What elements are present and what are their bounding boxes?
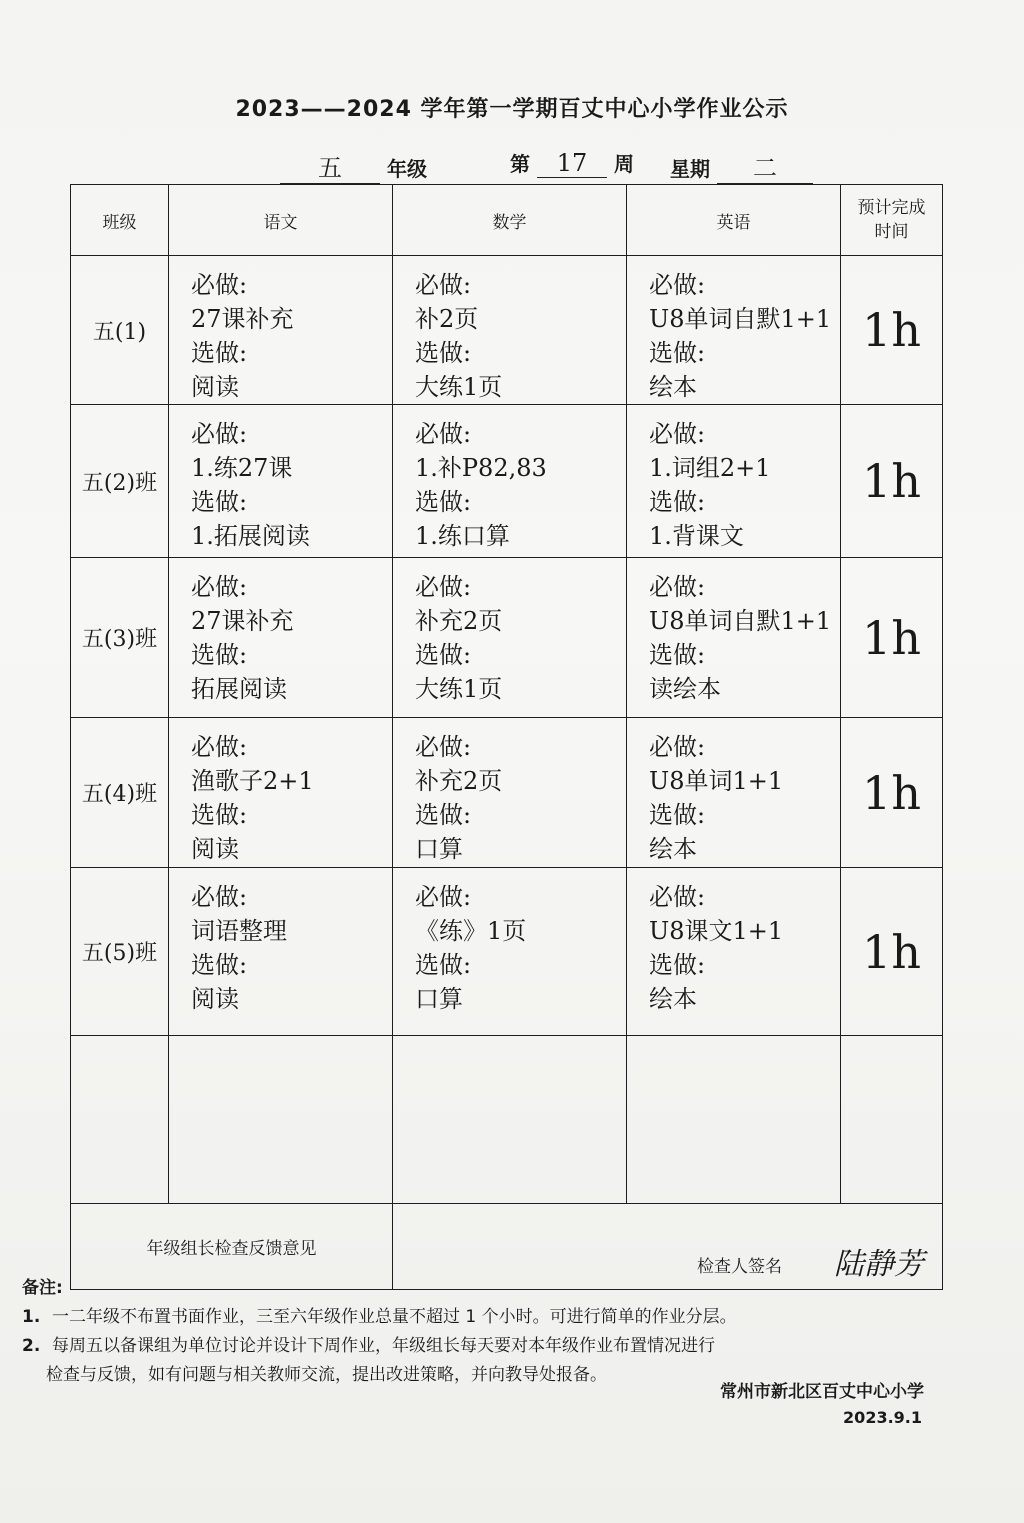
- note-text: 一二年级不布置书面作业，三至六年级作业总量不超过 1 个小时。可进行简单的作业分层。: [52, 1307, 737, 1327]
- optional-task: 阅读: [191, 373, 239, 401]
- optional-label: 选做:: [191, 801, 248, 829]
- chinese-cell: [169, 718, 393, 868]
- header-english: 英语: [627, 185, 841, 256]
- time-cell: 1h: [841, 405, 943, 558]
- time-cell: 1h: [841, 558, 943, 718]
- required-label: 必做:: [649, 271, 706, 299]
- optional-label: 选做:: [649, 641, 706, 669]
- optional-task: 口算: [415, 985, 463, 1013]
- note-text: 每周五以备课组为单位讨论并设计下周作业，年级组长每天要对本年级作业布置情况进行: [52, 1336, 715, 1356]
- math-cell: [393, 405, 627, 558]
- table-row: [71, 405, 943, 558]
- required-label: 必做:: [415, 420, 472, 448]
- weekday-value: 二: [717, 148, 813, 184]
- header-time: 预计完成时间: [841, 185, 943, 256]
- class-cell: 五(4)班: [71, 718, 169, 868]
- class-cell: 五(1): [71, 256, 169, 405]
- optional-label: 选做:: [191, 339, 248, 367]
- optional-task: 拓展阅读: [191, 675, 287, 703]
- page-title: 2023——2024 学年第一学期百丈中心小学作业公示: [235, 97, 789, 122]
- empty-cell: [393, 1036, 627, 1204]
- table-row: [71, 718, 943, 868]
- header-math: 数学: [393, 185, 627, 256]
- feedback-label: 年级组长检查反馈意见: [71, 1204, 393, 1290]
- note-item: [22, 1303, 1002, 1332]
- time-cell: 1h: [841, 718, 943, 868]
- optional-task: 1.练口算: [415, 522, 510, 550]
- table-row: [71, 558, 943, 718]
- math-cell: [393, 718, 627, 868]
- notes-heading: 备注:: [22, 1278, 63, 1298]
- math-cell: [393, 558, 627, 718]
- required-task: 补2页: [415, 305, 479, 333]
- optional-label: 选做:: [649, 488, 706, 516]
- required-label: 必做:: [649, 733, 706, 761]
- required-task: 《练》1页: [415, 917, 527, 945]
- subtitle-line: [280, 148, 840, 188]
- optional-task: 读绘本: [649, 675, 721, 703]
- required-label: 必做:: [649, 883, 706, 911]
- optional-task: 绘本: [649, 985, 697, 1013]
- chinese-cell: [169, 405, 393, 558]
- optional-label: 选做:: [649, 339, 706, 367]
- math-cell: [393, 868, 627, 1036]
- math-cell: [393, 256, 627, 405]
- optional-label: 选做:: [649, 951, 706, 979]
- empty-cell: [841, 1036, 943, 1204]
- optional-task: 阅读: [191, 835, 239, 863]
- empty-cell: [627, 1036, 841, 1204]
- week-suffix: 周: [613, 152, 634, 176]
- required-task: 渔歌子2+1: [191, 767, 314, 795]
- note-continuation: 检查与反馈，如有问题与相关教师交流，提出改进策略，并向教导处报备。: [46, 1365, 607, 1385]
- homework-table: [70, 184, 943, 1290]
- optional-label: 选做:: [191, 641, 248, 669]
- note-number: 1.: [22, 1307, 41, 1327]
- class-cell: 五(5)班: [71, 868, 169, 1036]
- chinese-cell: [169, 558, 393, 718]
- grade-value: 五: [280, 148, 380, 184]
- required-task: U8单词自默1+1: [649, 607, 832, 635]
- required-task: 27课补充: [191, 305, 294, 333]
- english-cell: [627, 256, 841, 405]
- required-label: 必做:: [415, 573, 472, 601]
- week-value: 17: [537, 149, 607, 178]
- optional-task: 阅读: [191, 985, 239, 1013]
- signature: 陆静芳: [834, 1247, 924, 1282]
- grade-label: 年级: [386, 157, 427, 181]
- english-cell: [627, 405, 841, 558]
- required-label: 必做:: [191, 733, 248, 761]
- chinese-cell: [169, 256, 393, 405]
- required-task: 1.练27课: [191, 454, 293, 482]
- empty-row: [71, 1036, 943, 1204]
- signer-label: 检查人签名: [697, 1257, 782, 1277]
- optional-label: 选做:: [415, 951, 472, 979]
- weekday-label: 星期: [670, 157, 710, 181]
- required-label: 必做:: [191, 420, 248, 448]
- optional-label: 选做:: [649, 801, 706, 829]
- header-class: 班级: [71, 185, 169, 256]
- header-chinese: 语文: [169, 185, 393, 256]
- optional-task: 大练1页: [415, 675, 503, 703]
- note-number: 2.: [22, 1336, 41, 1356]
- optional-label: 选做:: [415, 641, 472, 669]
- required-task: U8课文1+1: [649, 917, 784, 945]
- table-row: [71, 256, 943, 405]
- required-label: 必做:: [649, 573, 706, 601]
- required-label: 必做:: [191, 883, 248, 911]
- notes-section: [22, 1274, 1002, 1390]
- time-cell: 1h: [841, 868, 943, 1036]
- optional-label: 选做:: [415, 801, 472, 829]
- required-task: 补充2页: [415, 607, 503, 635]
- class-cell: 五(2)班: [71, 405, 169, 558]
- school-name: 常州市新北区百丈中心小学: [720, 1382, 924, 1402]
- optional-task: 口算: [415, 835, 463, 863]
- table-row: [71, 868, 943, 1036]
- empty-cell: [71, 1036, 169, 1204]
- time-cell: 1h: [841, 256, 943, 405]
- optional-task: 1.背课文: [649, 522, 744, 550]
- optional-task: 大练1页: [415, 373, 503, 401]
- required-task: 27课补充: [191, 607, 294, 635]
- required-task: 1.词组2+1: [649, 454, 771, 482]
- required-label: 必做:: [415, 271, 472, 299]
- required-task: 词语整理: [191, 917, 287, 945]
- english-cell: [627, 558, 841, 718]
- required-label: 必做:: [649, 420, 706, 448]
- issue-date: 2023.9.1: [843, 1408, 922, 1427]
- empty-cell: [169, 1036, 393, 1204]
- required-label: 必做:: [191, 573, 248, 601]
- required-task: 补充2页: [415, 767, 503, 795]
- optional-label: 选做:: [415, 339, 472, 367]
- required-task: U8单词1+1: [649, 767, 784, 795]
- optional-label: 选做:: [415, 488, 472, 516]
- note-item: [22, 1332, 1002, 1361]
- english-cell: [627, 718, 841, 868]
- chinese-cell: [169, 868, 393, 1036]
- english-cell: [627, 868, 841, 1036]
- optional-label: 选做:: [191, 951, 248, 979]
- optional-task: 绘本: [649, 835, 697, 863]
- optional-task: 绘本: [649, 373, 697, 401]
- required-task: 1.补P82,83: [415, 454, 547, 482]
- header-row: [71, 185, 943, 256]
- class-cell: 五(3)班: [71, 558, 169, 718]
- required-label: 必做:: [191, 271, 248, 299]
- optional-label: 选做:: [191, 488, 248, 516]
- required-label: 必做:: [415, 733, 472, 761]
- required-task: U8单词自默1+1: [649, 305, 832, 333]
- required-label: 必做:: [415, 883, 472, 911]
- optional-task: 1.拓展阅读: [191, 522, 310, 550]
- week-prefix: 第: [510, 152, 530, 176]
